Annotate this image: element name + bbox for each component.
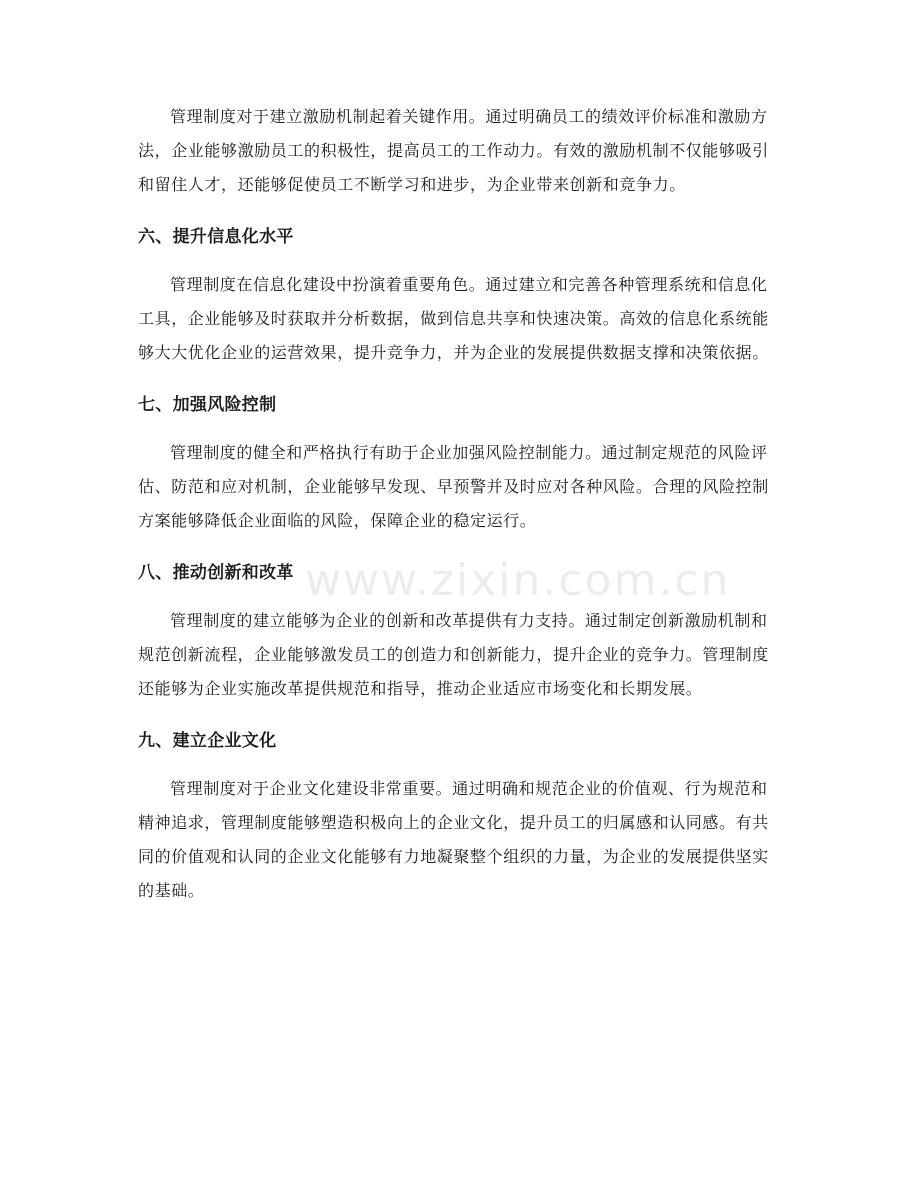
section-heading-6: 六、提升信息化水平: [138, 227, 294, 247]
section-paragraph-9: 管理制度对于企业文化建设非常重要。通过明确和规范企业的价值观、行为规范和精神追求，管理制度能够塑造积极向上的企业文化，提升员工的归属感和认同感。有共同的价值观和认同的企业文化能够有力地凝聚整个组织的力量，为企业的发展提供坚实的基础。: [138, 779, 769, 900]
watermark: www.zixin.com.cn: [305, 555, 731, 606]
section-paragraph-8: 管理制度的建立能够为企业的创新和改革提供有力支持。通过制定创新激励机制和规范创新流程，企业能够激发员工的创造力和创新能力，提升企业的竞争力。管理制度还能够为企业实施改革提供规范和指导，推动企业适应市场变化和长期发展。: [138, 611, 769, 698]
section-paragraph-7: 管理制度的健全和严格执行有助于企业加强风险控制能力。通过制定规范的风险评估、防范和应对机制，企业能够早发现、早预警并及时应对各种风险。合理的风险控制方案能够降低企业面临的风险，保障企业的稳定运行。: [138, 443, 769, 530]
section-paragraph-6: 管理制度在信息化建设中扮演着重要角色。通过建立和完善各种管理系统和信息化工具，企业能够及时获取并分析数据，做到信息共享和快速决策。高效的信息化系统能够大大优化企业的运营效果，提升竞争力，并为企业的发展提供数据支撑和决策依据。: [138, 275, 769, 362]
document-body: [138, 100, 784, 908]
section-heading-8: 八、推动创新和改革: [138, 563, 294, 583]
section-heading-9: 九、建立企业文化: [138, 731, 277, 751]
section-heading-7: 七、加强风险控制: [138, 395, 277, 415]
intro-paragraph: 管理制度对于建立激励机制起着关键作用。通过明确员工的绩效评价标准和激励方法，企业能够激励员工的积极性，提高员工的工作动力。有效的激励机制不仅能够吸引和留住人才，还能够促使员工不断学习和进步，为企业带来创新和竞争力。: [138, 107, 769, 194]
